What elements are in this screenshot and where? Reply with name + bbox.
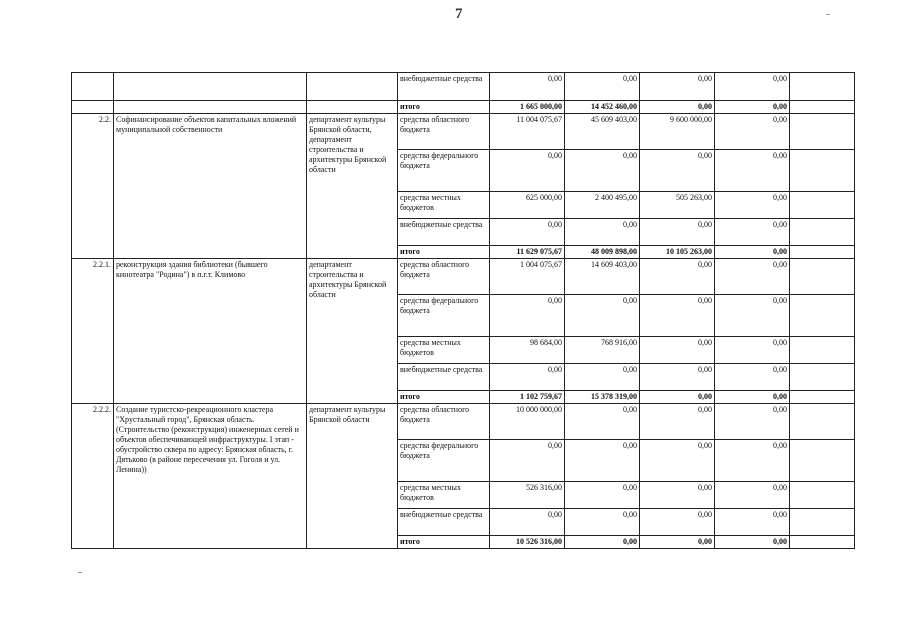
value-4: 0,00 xyxy=(715,73,790,101)
value-1: 1 665 000,00 xyxy=(490,101,565,114)
value-1: 1 102 759,67 xyxy=(490,391,565,404)
empty-cell xyxy=(790,364,855,391)
funding-source: итого xyxy=(398,536,490,549)
value-2: 14 452 460,00 xyxy=(565,101,640,114)
value-4: 0,00 xyxy=(715,509,790,536)
value-1: 526 316,00 xyxy=(490,482,565,509)
value-3: 505 263,00 xyxy=(640,192,715,219)
value-2: 0,00 xyxy=(565,440,640,482)
value-1: 11 004 075,67 xyxy=(490,114,565,150)
value-4: 0,00 xyxy=(715,364,790,391)
value-4: 0,00 xyxy=(715,391,790,404)
value-2: 0,00 xyxy=(565,150,640,192)
value-1: 1 004 075,67 xyxy=(490,259,565,295)
empty-cell xyxy=(790,259,855,295)
value-4: 0,00 xyxy=(715,150,790,192)
value-3: 0,00 xyxy=(640,259,715,295)
value-3: 0,00 xyxy=(640,509,715,536)
value-2: 0,00 xyxy=(565,295,640,337)
value-2: 0,00 xyxy=(565,364,640,391)
measure-name: Создание туристско-рекреационного кластера "Хрустальный город", Брянская область. (Строительство (реконструкция) инженерных сетей и объектов обеспечивающей инфраструктуры. I этап - обустройство сквера по адресу: Брянская область, г. Дятьково (в районе пересечения ул. Гоголя и ул. Ленина)) xyxy=(114,404,307,549)
table-row xyxy=(72,114,855,150)
executor xyxy=(307,101,398,114)
scan-mark xyxy=(78,572,82,573)
value-4: 0,00 xyxy=(715,219,790,246)
value-4: 0,00 xyxy=(715,192,790,219)
value-1: 0,00 xyxy=(490,219,565,246)
row-number xyxy=(72,73,114,101)
value-4: 0,00 xyxy=(715,404,790,440)
row-number: 2.2.1. xyxy=(72,259,114,404)
value-2: 0,00 xyxy=(565,73,640,101)
funding-source: средства федерального бюджета xyxy=(398,295,490,337)
value-2: 768 916,00 xyxy=(565,337,640,364)
value-4: 0,00 xyxy=(715,114,790,150)
row-number: 2.2. xyxy=(72,114,114,259)
value-3: 0,00 xyxy=(640,101,715,114)
measure-name: реконструкция здания библиотеки (бывшего кинотеатра "Родина") в п.г.т. Климово xyxy=(114,259,307,404)
value-2: 0,00 xyxy=(565,482,640,509)
table-row xyxy=(72,73,855,101)
funding-source: средства местных бюджетов xyxy=(398,482,490,509)
value-2: 0,00 xyxy=(565,536,640,549)
value-4: 0,00 xyxy=(715,440,790,482)
value-3: 9 600 000,00 xyxy=(640,114,715,150)
funding-source: средства областного бюджета xyxy=(398,404,490,440)
value-1: 0,00 xyxy=(490,73,565,101)
empty-cell xyxy=(790,536,855,549)
value-2: 2 400 495,00 xyxy=(565,192,640,219)
executor: департамент строительства и архитектуры Брянской области xyxy=(307,259,398,404)
value-2: 45 609 403,00 xyxy=(565,114,640,150)
value-4: 0,00 xyxy=(715,337,790,364)
value-3: 0,00 xyxy=(640,219,715,246)
page-number: 7 xyxy=(455,6,463,22)
scan-mark xyxy=(826,14,830,15)
empty-cell xyxy=(790,150,855,192)
table-row xyxy=(72,259,855,295)
value-3: 0,00 xyxy=(640,364,715,391)
value-4: 0,00 xyxy=(715,246,790,259)
value-1: 625 000,00 xyxy=(490,192,565,219)
value-3: 0,00 xyxy=(640,150,715,192)
funding-source: средства местных бюджетов xyxy=(398,337,490,364)
value-3: 0,00 xyxy=(640,404,715,440)
funding-source: средства областного бюджета xyxy=(398,259,490,295)
funding-source: итого xyxy=(398,391,490,404)
empty-cell xyxy=(790,404,855,440)
funding-source: итого xyxy=(398,246,490,259)
empty-cell xyxy=(790,114,855,150)
table-row-total xyxy=(72,101,855,114)
value-1: 0,00 xyxy=(490,150,565,192)
value-4: 0,00 xyxy=(715,536,790,549)
value-1: 11 629 075,67 xyxy=(490,246,565,259)
value-4: 0,00 xyxy=(715,482,790,509)
value-1: 0,00 xyxy=(490,364,565,391)
value-3: 0,00 xyxy=(640,295,715,337)
value-3: 0,00 xyxy=(640,391,715,404)
budget-table xyxy=(71,72,855,549)
empty-cell xyxy=(790,101,855,114)
empty-cell xyxy=(790,192,855,219)
value-1: 0,00 xyxy=(490,440,565,482)
executor: департамент культуры Брянской области, департамент строительства и архитектуры Брянской области xyxy=(307,114,398,259)
funding-source: средства федерального бюджета xyxy=(398,440,490,482)
executor xyxy=(307,73,398,101)
measure-name: Софинансирование объектов капитальных вложений муниципальной собственности xyxy=(114,114,307,259)
value-4: 0,00 xyxy=(715,295,790,337)
empty-cell xyxy=(790,295,855,337)
empty-cell xyxy=(790,219,855,246)
funding-source: внебюджетные средства xyxy=(398,509,490,536)
empty-cell xyxy=(790,482,855,509)
value-4: 0,00 xyxy=(715,259,790,295)
table-row xyxy=(72,404,855,440)
value-1: 0,00 xyxy=(490,295,565,337)
row-number: 2.2.2. xyxy=(72,404,114,549)
value-3: 0,00 xyxy=(640,440,715,482)
empty-cell xyxy=(790,73,855,101)
empty-cell xyxy=(790,509,855,536)
value-1: 10 526 316,00 xyxy=(490,536,565,549)
value-3: 0,00 xyxy=(640,536,715,549)
value-1: 10 000 000,00 xyxy=(490,404,565,440)
value-3: 0,00 xyxy=(640,73,715,101)
empty-cell xyxy=(790,246,855,259)
funding-source: внебюджетные средства xyxy=(398,219,490,246)
funding-source: средства местных бюджетов xyxy=(398,192,490,219)
value-3: 10 105 263,00 xyxy=(640,246,715,259)
value-1: 98 684,00 xyxy=(490,337,565,364)
value-2: 0,00 xyxy=(565,404,640,440)
funding-source: средства областного бюджета xyxy=(398,114,490,150)
executor: департамент культуры Брянской области xyxy=(307,404,398,549)
funding-source: итого xyxy=(398,101,490,114)
row-number xyxy=(72,101,114,114)
value-3: 0,00 xyxy=(640,482,715,509)
value-2: 0,00 xyxy=(565,509,640,536)
value-2: 48 009 898,00 xyxy=(565,246,640,259)
value-2: 15 378 319,00 xyxy=(565,391,640,404)
value-2: 14 609 403,00 xyxy=(565,259,640,295)
funding-source: средства федерального бюджета xyxy=(398,150,490,192)
funding-source: внебюджетные средства xyxy=(398,73,490,101)
empty-cell xyxy=(790,440,855,482)
empty-cell xyxy=(790,337,855,364)
value-2: 0,00 xyxy=(565,219,640,246)
value-3: 0,00 xyxy=(640,337,715,364)
measure-name xyxy=(114,73,307,101)
funding-source: внебюджетные средства xyxy=(398,364,490,391)
budget-table-body xyxy=(72,73,855,549)
measure-name xyxy=(114,101,307,114)
value-1: 0,00 xyxy=(490,509,565,536)
value-4: 0,00 xyxy=(715,101,790,114)
empty-cell xyxy=(790,391,855,404)
